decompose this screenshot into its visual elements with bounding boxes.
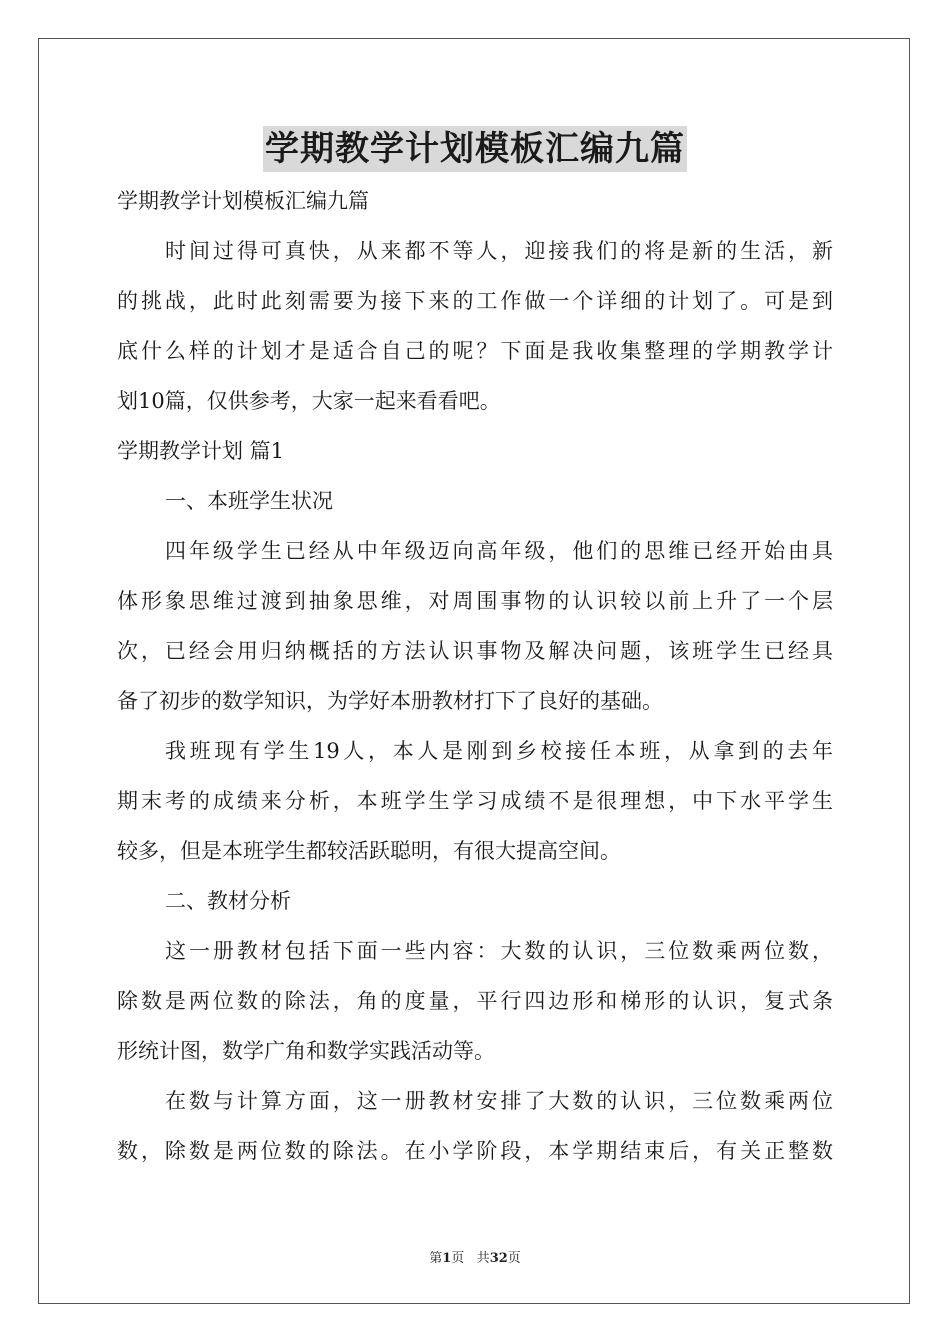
text-line: 划10篇，仅供参考，大家一起来看看吧。 — [117, 389, 501, 413]
text-line: 四年级学生已经从中年级迈向高年级，他们的思维已经开始由具 — [165, 539, 833, 563]
text-line: 学期教学计划 篇1 — [117, 439, 285, 463]
text-line: 底什么样的计划才是适合自己的呢？下面是我收集整理的学期教学计 — [117, 339, 833, 363]
text-line: 在数与计算方面，这一册教材安排了大数的认识，三位数乘两位 — [165, 1089, 833, 1113]
text-line: 次，已经会用归纳概括的方法认识事物及解决问题，该班学生已经具 — [117, 639, 833, 663]
text-line: 的挑战，此时此刻需要为接下来的工作做一个详细的计划了。可是到 — [117, 289, 833, 313]
text-line: 除数是两位数的除法，角的度量，平行四边形和梯形的认识，复式条 — [117, 989, 833, 1013]
text-line: 较多，但是本班学生都较活跃聪明，有很大提高空间。 — [117, 839, 621, 863]
text-line: 期末考的成绩来分析，本班学生学习成绩不是很理想，中下水平学生 — [117, 789, 833, 813]
text-line: 数，除数是两位数的除法。在小学阶段，本学期结束后，有关正整数 — [117, 1139, 833, 1163]
footer-total-suffix: 页 — [507, 1251, 521, 1266]
footer-page-number: 1 — [442, 1251, 452, 1266]
text-line: 学期教学计划模板汇编九篇 — [117, 189, 369, 213]
text-line: 时间过得可真快，从来都不等人，迎接我们的将是新的生活，新 — [165, 239, 833, 263]
text-line: 这一册教材包括下面一些内容：大数的认识，三位数乘两位数， — [165, 939, 833, 963]
text-line: 二、教材分析 — [165, 889, 291, 913]
text-line: 一、本班学生状况 — [165, 489, 333, 513]
footer-total-prefix: 共 — [476, 1251, 490, 1266]
document-title-wrapper — [0, 126, 950, 172]
document-title: 学期教学计划模板汇编九篇 — [263, 126, 687, 172]
footer-total-pages: 32 — [489, 1251, 508, 1266]
footer-page-suffix: 页 — [451, 1251, 465, 1266]
page-footer — [0, 1247, 950, 1266]
text-line: 形统计图，数学广角和数学实践活动等。 — [117, 1039, 495, 1063]
document-body — [117, 176, 833, 1176]
text-line: 我班现有学生19人，本人是刚到乡校接任本班，从拿到的去年 — [165, 739, 833, 763]
footer-prefix: 第 — [429, 1251, 443, 1266]
text-line: 备了初步的数学知识，为学好本册教材打下了良好的基础。 — [117, 689, 663, 713]
text-line: 体形象思维过渡到抽象思维，对周围事物的认识较以前上升了一个层 — [117, 589, 833, 613]
